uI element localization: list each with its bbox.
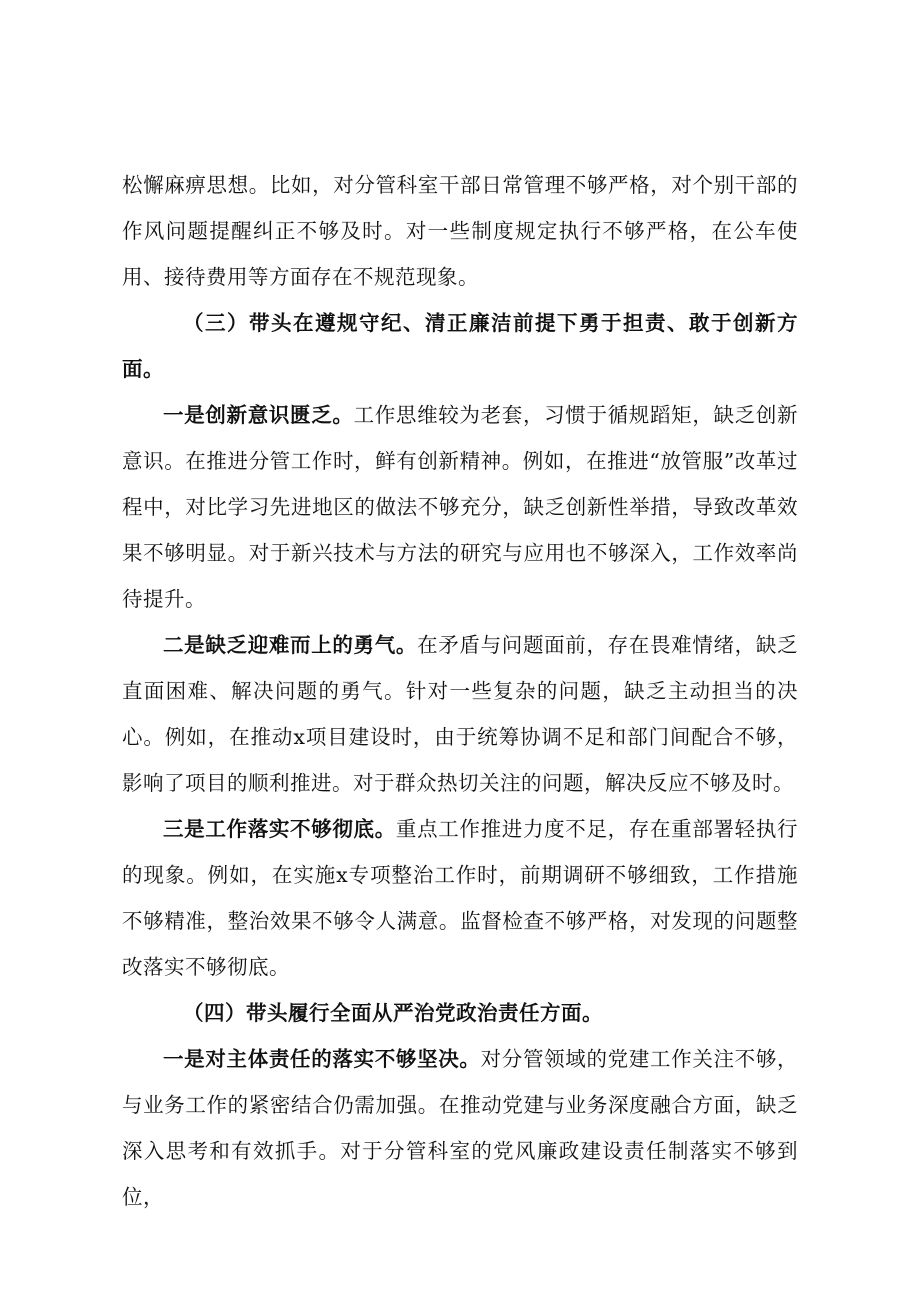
paragraph-lead: 三是工作落实不够彻底。	[163, 817, 396, 841]
paragraph-text: 重点工作推进力度不足，存在重部署轻执行的现象。例如，在实施x专项整治工作时，前期调研不够细致，工作措施不够精准，整治效果不够令人满意。监督检查不够严格，对发现的问题整改落实不够彻底。	[122, 817, 799, 979]
section-heading-3	[122, 300, 798, 392]
document-body	[122, 162, 798, 1220]
paragraph-implementation	[122, 806, 798, 990]
paragraph-responsibility	[122, 1036, 798, 1220]
paragraph-text: 工作思维较为老套，习惯于循规蹈矩，缺乏创新意识。在推进分管工作时，鲜有创新精神。例如，在推进“放管服”改革过程中，对比学习先进地区的做法不够充分，缺乏创新性举措，导致改革效果不够明显。对于新兴技术与方法的研究与应用也不够深入，工作效率尚待提升。	[122, 403, 799, 611]
section-heading-4	[122, 990, 798, 1036]
paragraph-courage	[122, 622, 798, 806]
heading-text: （三）带头在遵规守纪、清正廉洁前提下勇于担责、敢于创新方面。	[122, 311, 798, 381]
paragraph-text: 对分管领域的党建工作关注不够，与业务工作的紧密结合仍需加强。在推动党建与业务深度融合方面，缺乏深入思考和有效抓手。对于分管科室的党风廉政建设责任制落实不够到位，	[122, 1047, 799, 1209]
paragraph-lead: 二是缺乏迎难而上的勇气。	[163, 633, 418, 657]
paragraph-text: 在矛盾与问题面前，存在畏难情绪，缺乏直面困难、解决问题的勇气。针对一些复杂的问题，缺乏主动担当的决心。例如，在推动x项目建设时，由于统筹协调不足和部门间配合不够，影响了项目的顺利推进。对于群众热切关注的问题，解决反应不够及时。	[122, 633, 799, 795]
paragraph-lead: 一是创新意识匮乏。	[163, 403, 354, 427]
paragraph-lead: 一是对主体责任的落实不够坚决。	[163, 1047, 481, 1071]
paragraph-text: 松懈麻痹思想。比如，对分管科室干部日常管理不够严格，对个别干部的作风问题提醒纠正不够及时。对一些制度规定执行不够严格，在公车使用、接待费用等方面存在不规范现象。	[122, 173, 798, 289]
paragraph-innovation	[122, 392, 798, 622]
heading-text: （四）带头履行全面从严治党政治责任方面。	[183, 1001, 603, 1025]
paragraph-continuation	[122, 162, 798, 300]
